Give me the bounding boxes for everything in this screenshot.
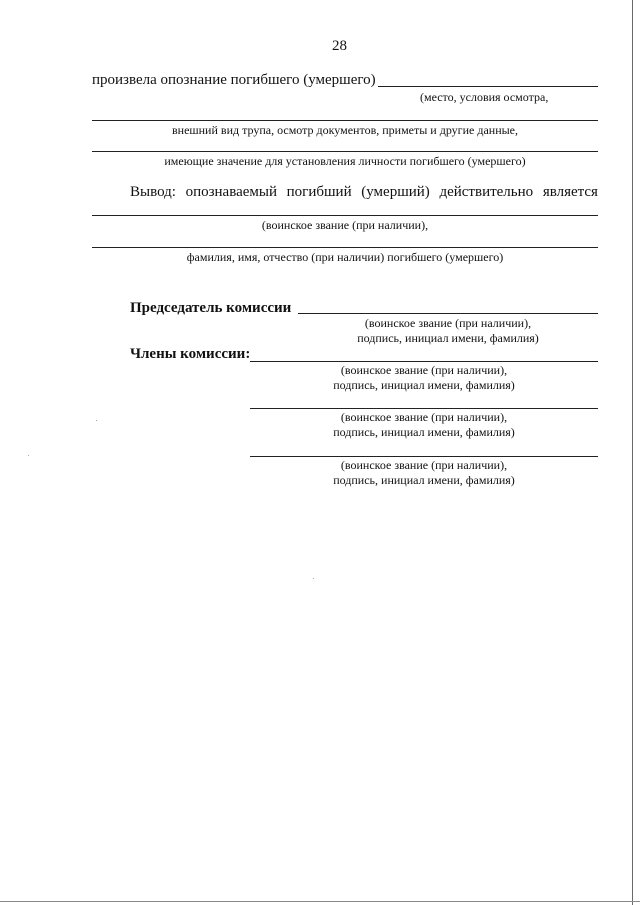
conclusion-word-4: (умерший) [361,184,430,200]
conclusion-word-1: Вывод: [130,184,176,200]
member-3-caption-rank: (воинское звание (при наличии), [340,458,508,472]
members-label: Члены комиссии: [130,346,251,362]
identification-fill-line [378,86,598,87]
chairman-label: Председатель комиссии [130,300,292,316]
chairman-caption-signature: подпись, инициал имени, фамилия) [357,331,539,345]
conclusion-word-5: действительно [439,184,534,200]
fill-line-2 [92,151,598,152]
member-1-caption-signature: подпись, инициал имени, фамилия) [333,378,515,392]
chairman-signature-line [298,313,598,314]
conclusion-caption-name: фамилия, имя, отчество (при наличии) погибшего (умершего) [186,250,504,264]
member-2-caption-signature: подпись, инициал имени, фамилия) [333,425,515,439]
identification-caption-appearance: внешний вид трупа, осмотр документов, приметы и другие данные, [171,123,519,137]
conclusion-word-3: погибший [286,184,352,200]
conclusion-sentence [130,184,598,201]
fill-line-1 [92,120,598,121]
chairman-caption-rank: (воинское звание (при наличии), [364,316,532,330]
members-label-text: Члены комиссии [130,346,246,362]
scan-speck [96,420,97,421]
conclusion-fill-line-rank [92,215,598,216]
scan-speck [313,578,314,579]
member-1-caption-rank: (воинское звание (при наличии), [340,363,508,377]
conclusion-word-6: является [542,184,598,200]
scan-speck [28,455,29,456]
conclusion-word-2: опознаваемый [185,184,278,200]
member-3-signature-line [250,456,598,457]
conclusion-caption-rank: (воинское звание (при наличии), [261,218,429,232]
page-number: 28 [332,38,347,54]
identification-caption-place: (место, условия осмотра, [420,90,549,104]
member-1-signature-line [250,361,598,362]
member-3-caption-signature: подпись, инициал имени, фамилия) [333,473,515,487]
member-2-caption-rank: (воинское звание (при наличии), [340,410,508,424]
page-edge-bottom [0,901,640,902]
member-2-signature-line [250,408,598,409]
conclusion-fill-line-name [92,247,598,248]
page-edge-right [632,0,633,905]
identification-lead-text: произвела опознание погибшего (умершего) [92,72,376,88]
identification-caption-significance: имеющие значение для установления личности погибшего (умершего) [164,154,526,168]
